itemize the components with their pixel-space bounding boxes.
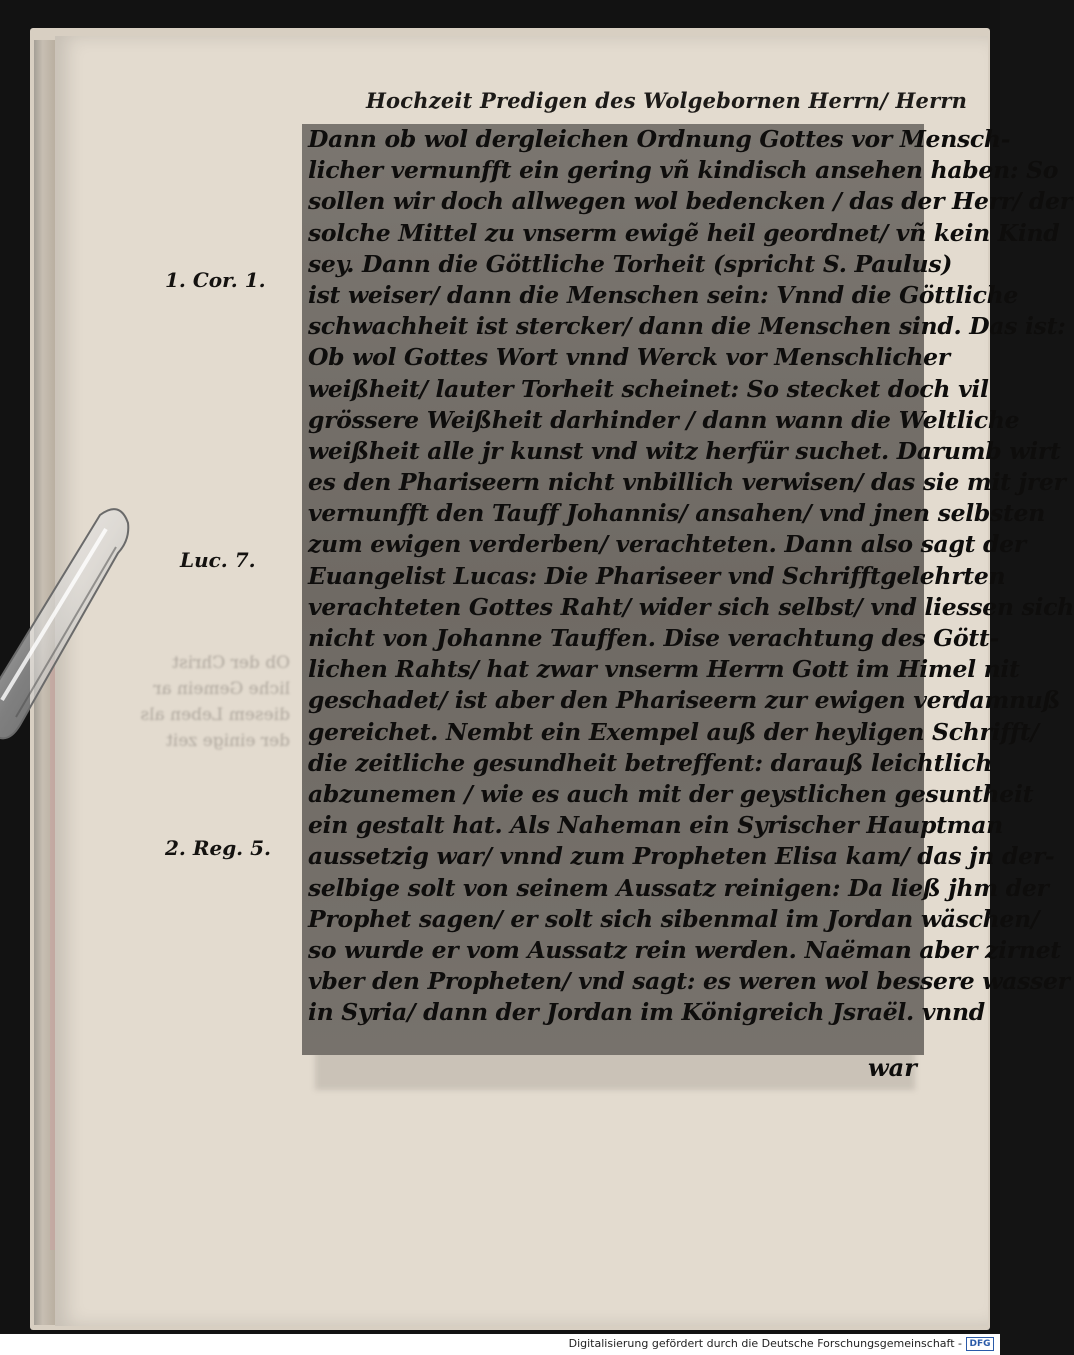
text-line: Prophet sagen/ er solt sich sibenmal im Jordan wäschen/ xyxy=(308,904,1040,933)
text-line: die zeitliche gesundheit betreffent: darauß leichtlich xyxy=(308,748,993,777)
text-line: Ob wol Gottes Wort vnnd Werck vor Menschlicher xyxy=(308,343,950,372)
text-line: vernunfft den Tauff Johannis/ ansahen/ vnd jnen selbsten xyxy=(308,499,1045,528)
text-line: schwachheit ist stercker/ dann die Menschen sind. Das ist: xyxy=(308,312,1066,341)
text-line: nicht von Johanne Tauffen. Dise verachtung des Gött- xyxy=(308,624,999,652)
text-line: in Syria/ dann der Jordan im Königreich Jsraël. vnnd xyxy=(308,998,985,1027)
margin-note-cor: 1. Cor. 1. xyxy=(165,268,266,292)
footer-bar xyxy=(0,1334,1000,1355)
text-line: weißheit/ lauter Torheit scheinet: So stecket doch vil xyxy=(308,374,989,403)
margin-note-reg: 2. Reg. 5. xyxy=(165,836,271,860)
text-line: ist weiser/ dann die Menschen sein: Vnnd die Göttliche xyxy=(308,280,1019,309)
dfg-logo: DFG xyxy=(966,1337,994,1351)
show-through-text: Ob der Christ liche Gemein ar diesem Leben als der einige zeit xyxy=(140,653,290,751)
body-text xyxy=(302,124,1074,1055)
text-line: gereichet. Nembt ein Exempel auß der heyligen Schrifft/ xyxy=(308,717,1039,746)
text-line: licher vernunfft ein gering vñ kindisch ansehen haben: So xyxy=(308,156,1059,185)
running-title: Hochzeit Predigen des Wolgebornen Herrn/ Herrn xyxy=(366,88,968,113)
text-line: verachteten Gottes Raht/ wider sich selbst/ vnd liessen sich xyxy=(308,592,1074,621)
text-line: so wurde er vom Aussatz rein werden. Naëman aber zirnet xyxy=(308,935,1061,964)
margin-note-luc: Luc. 7. xyxy=(180,548,256,572)
text-line: grössere Weißheit darhinder / dann wann die Weltliche xyxy=(308,405,1020,434)
text-line: es den Phariseern nicht vnbillich verwisen/ das sie mit jrer xyxy=(308,468,1066,497)
text-line: Dann ob wol dergleichen Ordnung Gottes vor Mensch- xyxy=(308,125,1011,153)
footer-credit: Digitalisierung gefördert durch die Deutsche Forschungsgemeinschaft - xyxy=(568,1337,962,1350)
text-line: zum ewigen verderben/ verachteten. Dann also sagt der xyxy=(308,530,1026,559)
text-line: sollen wir doch allwegen wol bedencken / das der Herr/ der xyxy=(308,187,1072,216)
text-line: aussetzig war/ vnnd zum Propheten Elisa kam/ das jn der- xyxy=(308,842,1055,871)
text-line: geschadet/ ist aber den Phariseern zur ewigen verdamnuß xyxy=(308,686,1061,715)
text-line: selbige solt von seinem Aussatz reinigen: Da ließ jhm der xyxy=(308,873,1049,902)
text-line: Euangelist Lucas: Die Phariseer vnd Schrifftgelehrten xyxy=(308,561,1006,590)
text-line: solche Mittel zu vnserm ewigẽ heil geordnet/ vñ kein Kind xyxy=(308,218,1060,247)
text-line: vber den Propheten/ vnd sagt: es weren wol bessere wasser xyxy=(308,967,1070,996)
text-line: sey. Dann die Göttliche Torheit (spricht S. Paulus) xyxy=(308,249,953,278)
text-line: lichen Rahts/ hat zwar vnserm Herrn Gott im Himel nit xyxy=(308,655,1020,684)
text-line: ein gestalt hat. Als Naheman ein Syrischer Hauptman xyxy=(308,811,1003,840)
text-line: abzunemen / wie es auch mit der geystlichen gesuntheit xyxy=(308,779,1034,808)
text-line: weißheit alle jr kunst vnd witz herfür suchet. Darumb wirt xyxy=(308,436,1061,465)
catchword: war xyxy=(868,1053,917,1082)
